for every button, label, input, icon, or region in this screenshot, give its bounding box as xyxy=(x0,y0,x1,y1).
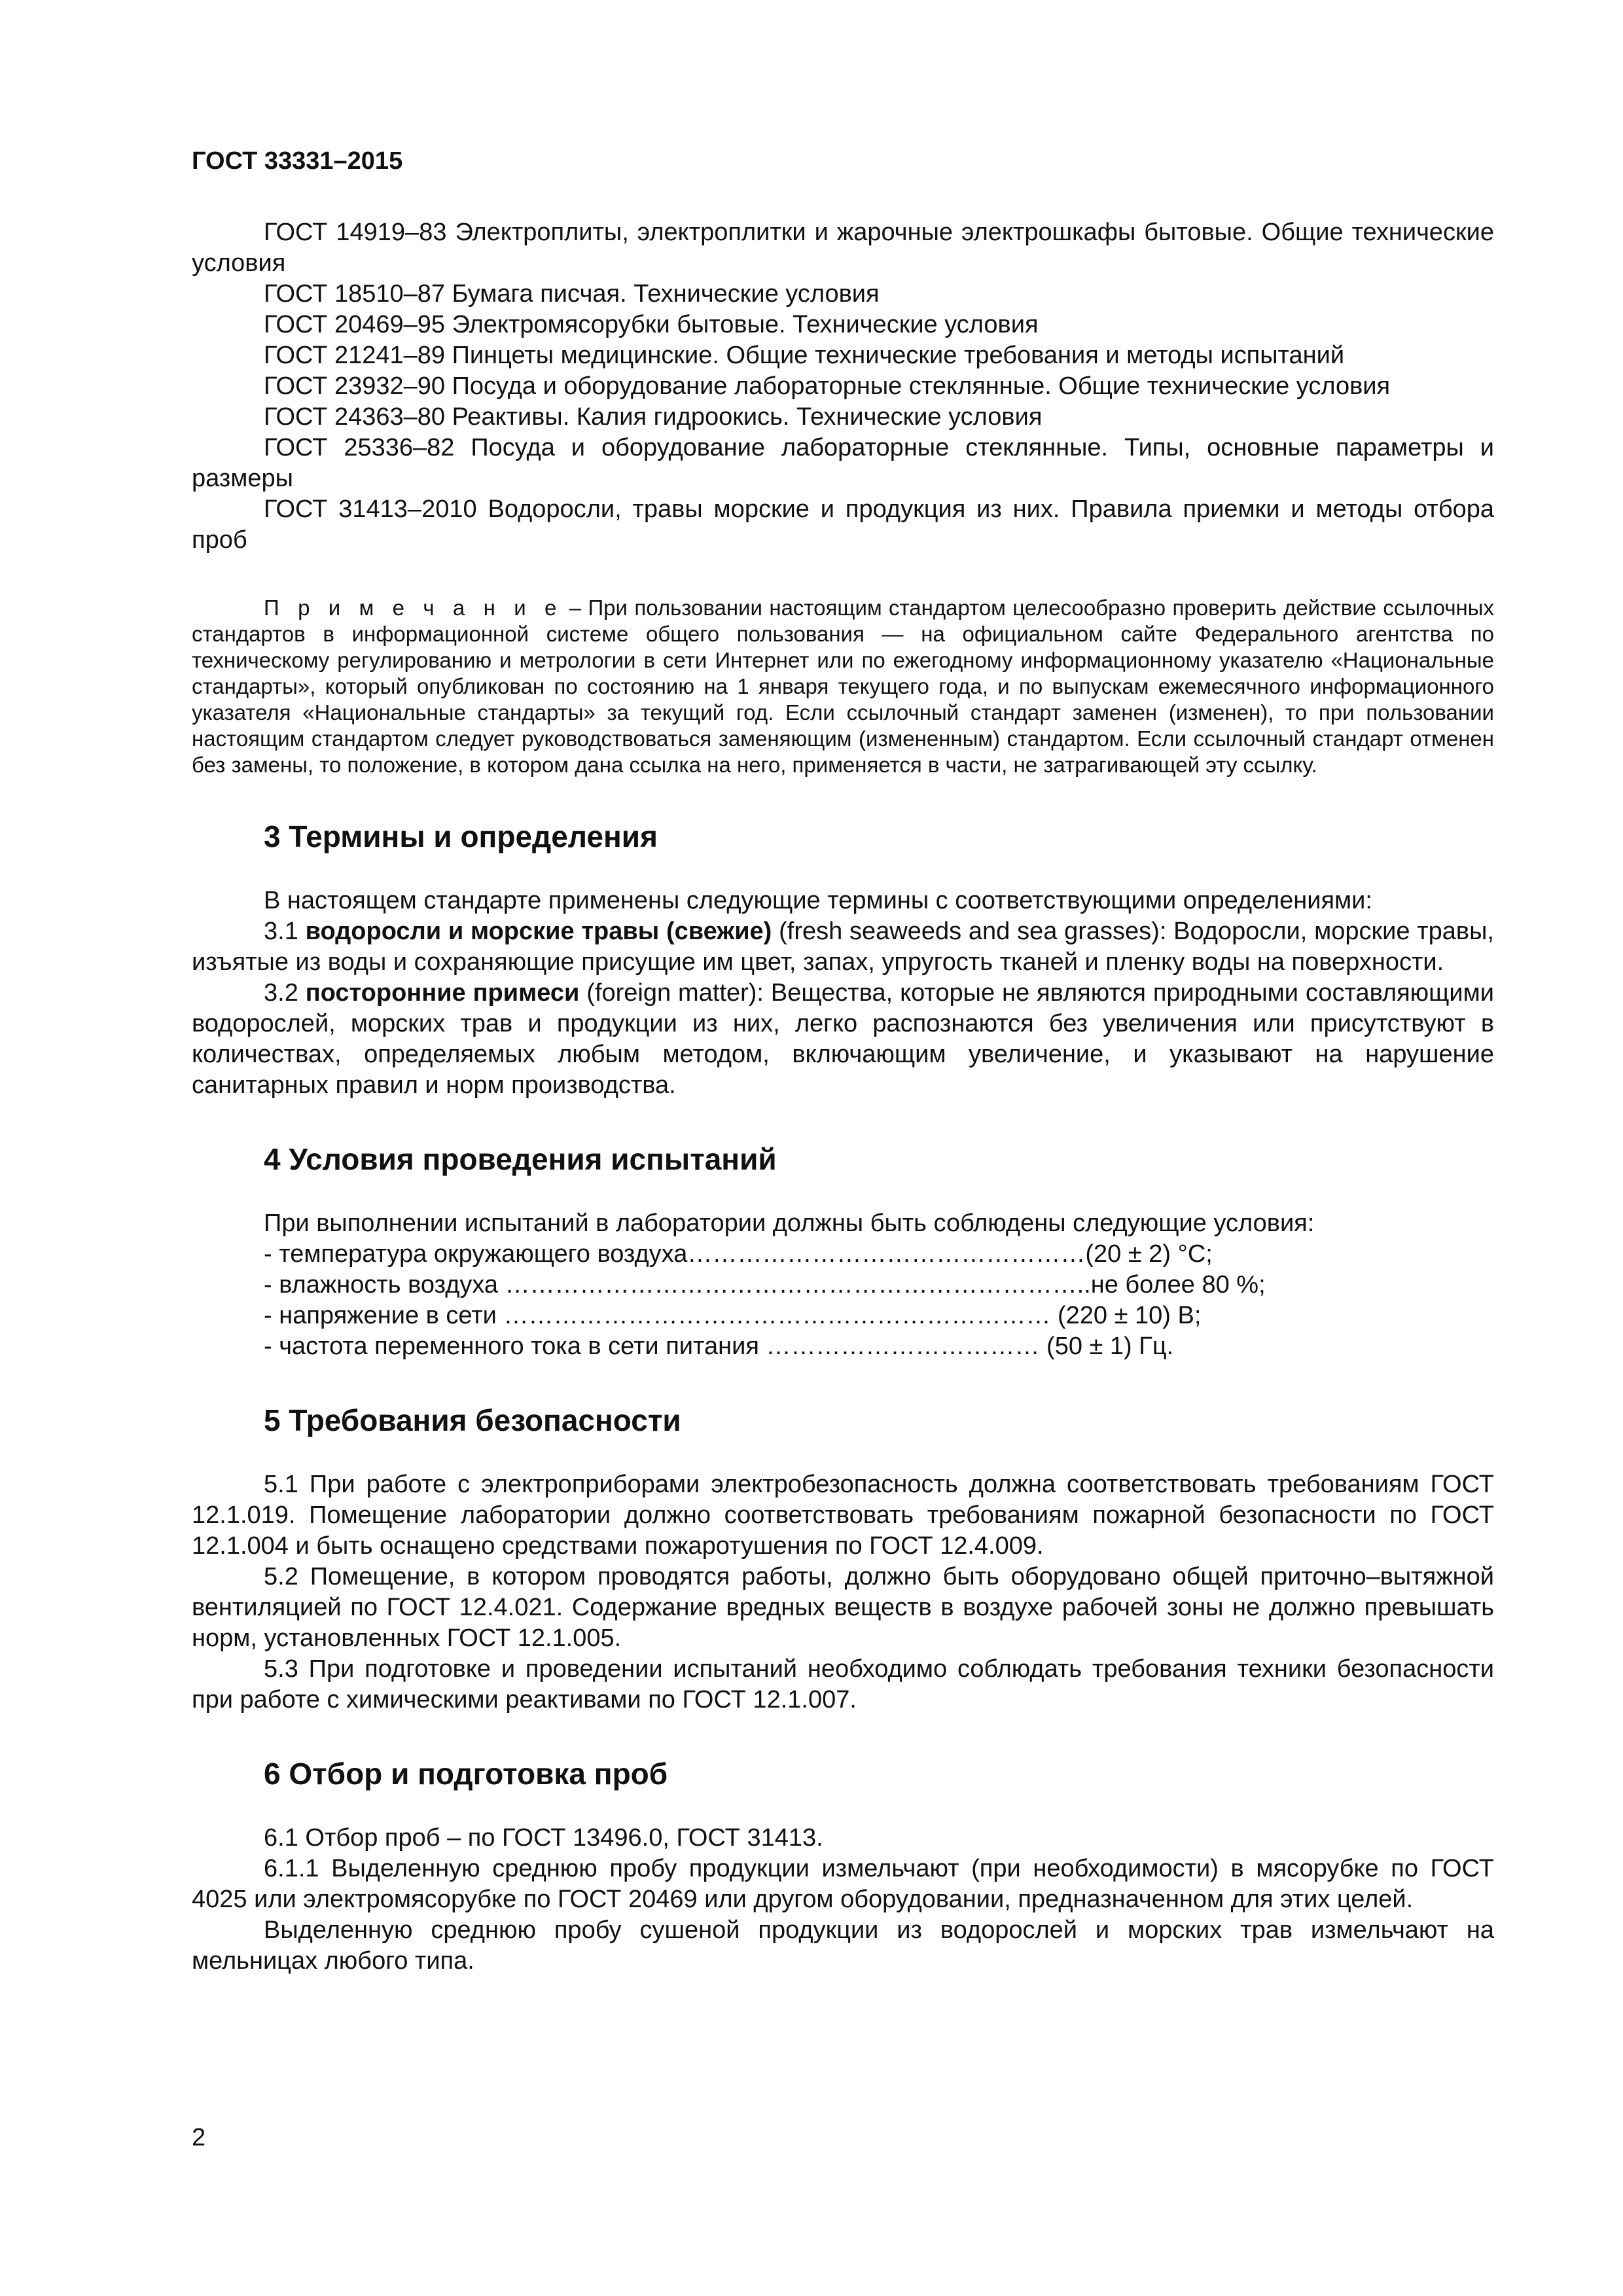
ref-3: ГОСТ 20469–95 Электромясорубки бытовые. Технические условия xyxy=(264,311,1039,338)
note-text: – При пользовании настоящим стандартом целесообразно проверить действие ссылочных стандартов в информационной системе общего пользования — на официальном сайте Федерального агентства по техническому регулированию и метрологии в сети Интернет или по ежегодному информационному указателю «Национальные стандарты», который опубликован по состоянию на 1 января текущего года, и по выпускам ежемесячного информационного указателя «Национальные стандарты» за текущий год. Если ссылочный стандарт заменен (изменен), то при пользовании настоящим стандартом следует руководствоваться заменяющим (измененным) стандартом. Если ссылочный стандарт отменен без замены, то положение, в котором дана ссылка на него, применяется в части, не затрагивающей эту ссылку. xyxy=(192,596,1494,777)
term-3-1 xyxy=(192,916,1494,978)
clause-6-1-1-cont: Выделенную среднюю пробу сушеной продукции из водорослей и морских трав измельчают на мельницах любого типа. xyxy=(192,1916,1494,1975)
ref-5: ГОСТ 23932–90 Посуда и оборудование лабораторные стеклянные. Общие технические условия xyxy=(264,372,1391,400)
document-id: ГОСТ 33331–2015 xyxy=(192,147,403,175)
condition-humidity: - влажность воздуха ……………………………………………………………..не более 80 %; xyxy=(264,1271,1266,1299)
clause-5-3: 5.3 При подготовке и проведении испытаний необходимо соблюдать требования техники безопасности при работе с химическими реактивами по ГОСТ 12.1.007. xyxy=(192,1655,1494,1713)
condition-voltage: - напряжение в сети ………………………………………………………… (220 ± 10) В; xyxy=(264,1302,1202,1329)
term-3-2-definition: (foreign matter): Вещества, которые не являются природными составляющими водорослей, морских трав и продукции из них, легко распознаются без увеличения или присутствуют в количествах, определяемых любым методом, включающим увеличение, и указывают на нарушение санитарных правил и норм производства. xyxy=(192,979,1495,1099)
clause-6-1: 6.1 Отбор проб – по ГОСТ 13496.0, ГОСТ 31413. xyxy=(264,1824,823,1852)
condition-frequency: - частота переменного тока в сети питания …………………………… (50 ± 1) Гц. xyxy=(264,1333,1174,1360)
ref-7: ГОСТ 25336–82 Посуда и оборудование лабораторные стеклянные. Типы, основные параметры и размеры xyxy=(192,434,1494,492)
page-number: 2 xyxy=(192,2124,206,2151)
section-3-intro: В настоящем стандарте применены следующие термины с соответствующими определениями: xyxy=(264,887,1372,914)
section-4-heading: 4 Условия проведения испытаний xyxy=(264,1142,777,1176)
section-6-heading: 6 Отбор и подготовка проб xyxy=(264,1757,668,1791)
note-label: П р и м е ч а н и е xyxy=(264,596,563,620)
document-page xyxy=(192,147,1494,1977)
term-3-2-term: посторонние примеси xyxy=(305,979,580,1007)
ref-8: ГОСТ 31413–2010 Водоросли, травы морские и продукция из них. Правила приемки и методы отбора проб xyxy=(192,495,1494,554)
ref-4: ГОСТ 21241–89 Пинцеты медицинские. Общие технические требования и методы испытаний xyxy=(264,342,1345,369)
clause-5-1: 5.1 При работе с электроприборами электробезопасность должна соответствовать требованиям ГОСТ 12.1.019. Помещение лаборатории должно соответствовать требованиям пожарной безопасности по ГОСТ 12.1.004 и быть оснащено средствами пожаротушения по ГОСТ 12.4.009. xyxy=(192,1471,1494,1560)
term-3-2-num: 3.2 xyxy=(264,979,306,1007)
ref-2: ГОСТ 18510–87 Бумага писчая. Технические условия xyxy=(264,280,880,308)
clause-6-1-1: 6.1.1 Выделенную среднюю пробу продукции измельчают (при необходимости) в мясорубке по ГОСТ 4025 или электромясорубке по ГОСТ 20469 или другом оборудовании, предназначенном для этих целей. xyxy=(192,1855,1494,1913)
term-3-2 xyxy=(192,978,1494,1101)
ref-6: ГОСТ 24363–80 Реактивы. Калия гидроокись. Технические условия xyxy=(264,403,1043,431)
section-4-intro: При выполнении испытаний в лаборатории должны быть соблюдены следующие условия: xyxy=(264,1210,1315,1237)
term-3-1-definition: (fresh seaweeds and sea grasses): Водоросли, морские травы, изъятые из воды и сохраняющие присущие им цвет, запах, упругость тканей и пленку воды на поверхности. xyxy=(192,918,1494,976)
term-3-1-term: водоросли и морские травы (свежие) xyxy=(305,918,772,945)
clause-5-2: 5.2 Помещение, в котором проводятся работы, должно быть оборудовано общей приточно–вытяжной вентиляцией по ГОСТ 12.4.021. Содержание вредных веществ в воздухе рабочей зоны не должно превышать норм, установленных ГОСТ 12.1.005. xyxy=(192,1563,1494,1652)
term-3-1-num: 3.1 xyxy=(264,918,306,945)
section-5-heading: 5 Требования безопасности xyxy=(264,1403,681,1437)
note-paragraph xyxy=(192,595,1494,778)
condition-temperature: - температура окружающего воздуха…………………………………………(20 ± 2) °С; xyxy=(264,1240,1213,1268)
ref-1: ГОСТ 14919–83 Электроплиты, электроплитки и жарочные электрошкафы бытовые. Общие технические условия xyxy=(192,219,1494,277)
section-3-heading: 3 Термины и определения xyxy=(264,819,658,853)
